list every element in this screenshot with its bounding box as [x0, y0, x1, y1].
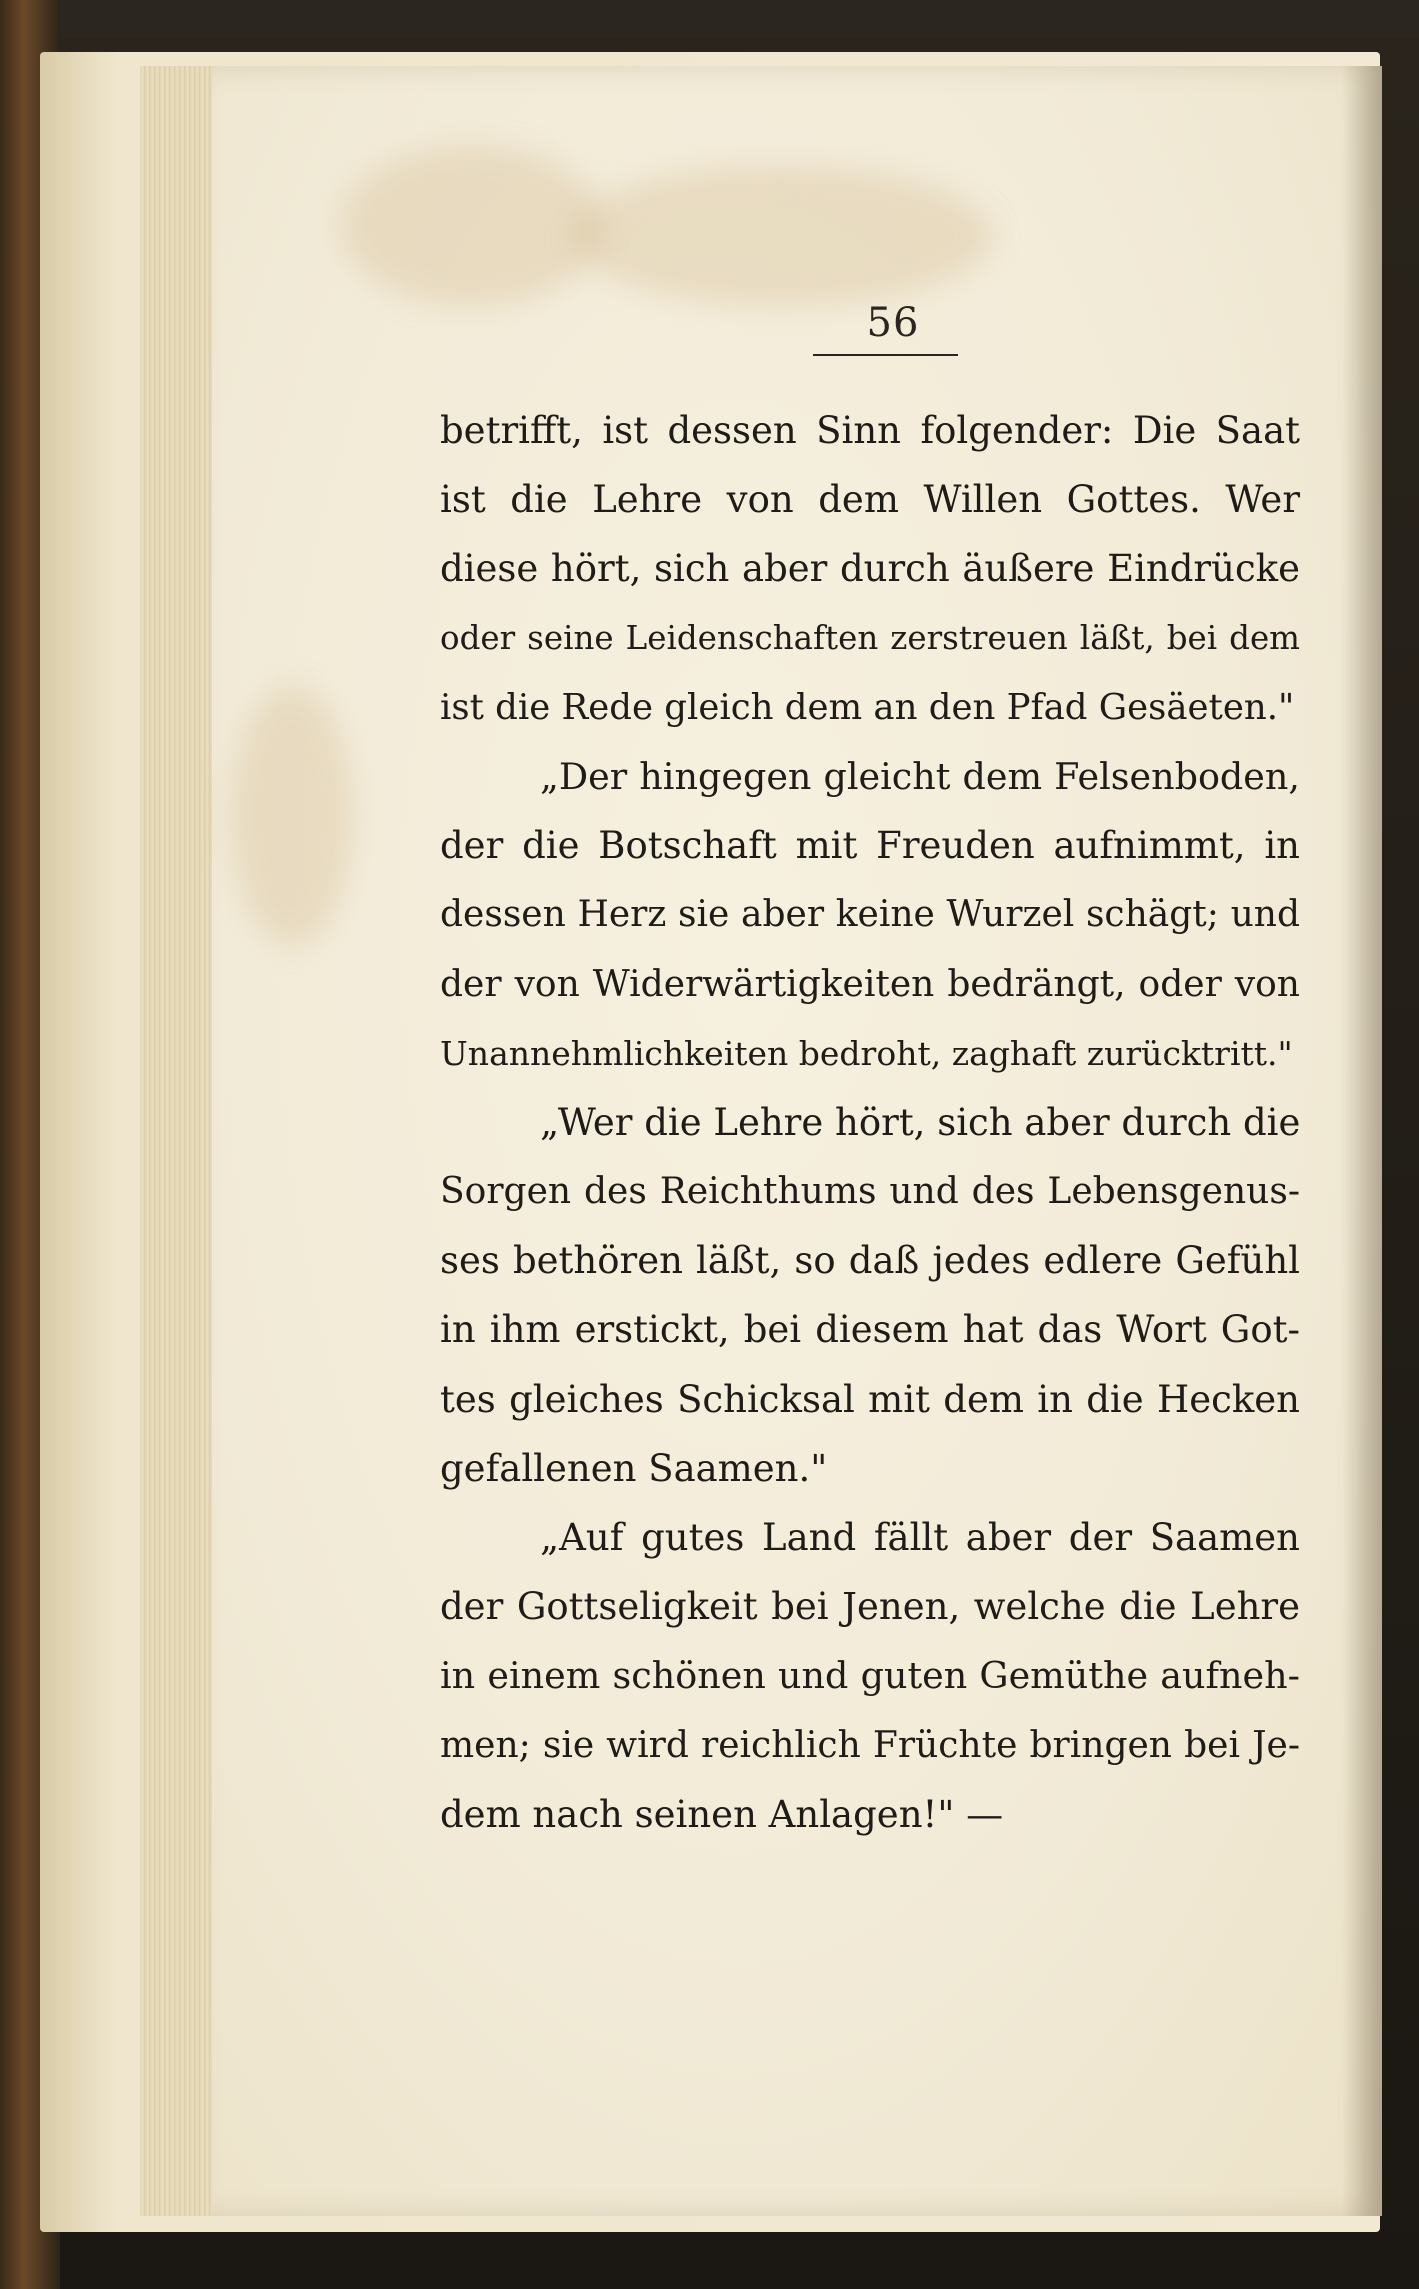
- text-line: dem nach seinen Anlagen!" —: [440, 1792, 1004, 1836]
- gutter-shadow: [1342, 66, 1382, 2216]
- text-line: men; sie wird reichlich Früchte bringen bei Je-: [440, 1724, 1300, 1766]
- text-line: oder seine Leidenschaften zerstreuen läßt, bei dem: [440, 618, 1300, 657]
- text-line: Sorgen des Reichthums und des Lebensgenus-: [440, 1171, 1300, 1213]
- text-line: ses bethören läßt, so daß jedes edlere Gefühl: [440, 1239, 1300, 1283]
- text-line: in einem schönen und guten Gemüthe aufneh-: [440, 1654, 1300, 1698]
- text-line: ist die Lehre von dem Willen Gottes. Wer: [440, 478, 1300, 522]
- text-line: ist die Rede gleich dem an den Pfad Gesäeten.": [440, 686, 1295, 728]
- text-line: der von Widerwärtigkeiten bedrängt, oder von: [440, 963, 1300, 1005]
- book-cover-top: [0, 0, 1419, 38]
- text-line: „Wer die Lehre hört, sich aber durch die: [540, 1100, 1301, 1144]
- text-line: in ihm erstickt, bei diesem hat das Wort Got-: [440, 1308, 1300, 1352]
- text-line: „Der hingegen gleicht dem Felsenboden,: [540, 754, 1300, 798]
- paper-stain: [232, 686, 352, 946]
- text-line: der die Botschaft mit Freuden aufnimmt, in: [440, 824, 1300, 868]
- text-line: der Gottseligkeit bei Jenen, welche die Lehre: [440, 1585, 1300, 1629]
- page-number: 56: [866, 300, 920, 346]
- paper-stain: [572, 166, 992, 306]
- page-edges: [140, 66, 216, 2216]
- text-line: gefallenen Saamen.": [440, 1446, 828, 1490]
- text-line: diese hört, sich aber durch äußere Eindrücke: [440, 547, 1300, 591]
- text-line: dessen Herz sie aber keine Wurzel schägt; und: [440, 894, 1300, 936]
- page-number-rule: [813, 354, 958, 356]
- body-text: [440, 396, 1300, 1849]
- text-line: tes gleiches Schicksal mit dem in die Hecken: [440, 1377, 1300, 1421]
- text-line: Unannehmlichkeiten bedroht, zaghaft zurücktritt.": [440, 1033, 1293, 1073]
- text-line: betrifft, ist dessen Sinn folgender: Die Saat: [440, 409, 1300, 452]
- text-line: „Auf gutes Land fällt aber der Saamen: [540, 1516, 1300, 1559]
- paper-stain: [342, 146, 602, 306]
